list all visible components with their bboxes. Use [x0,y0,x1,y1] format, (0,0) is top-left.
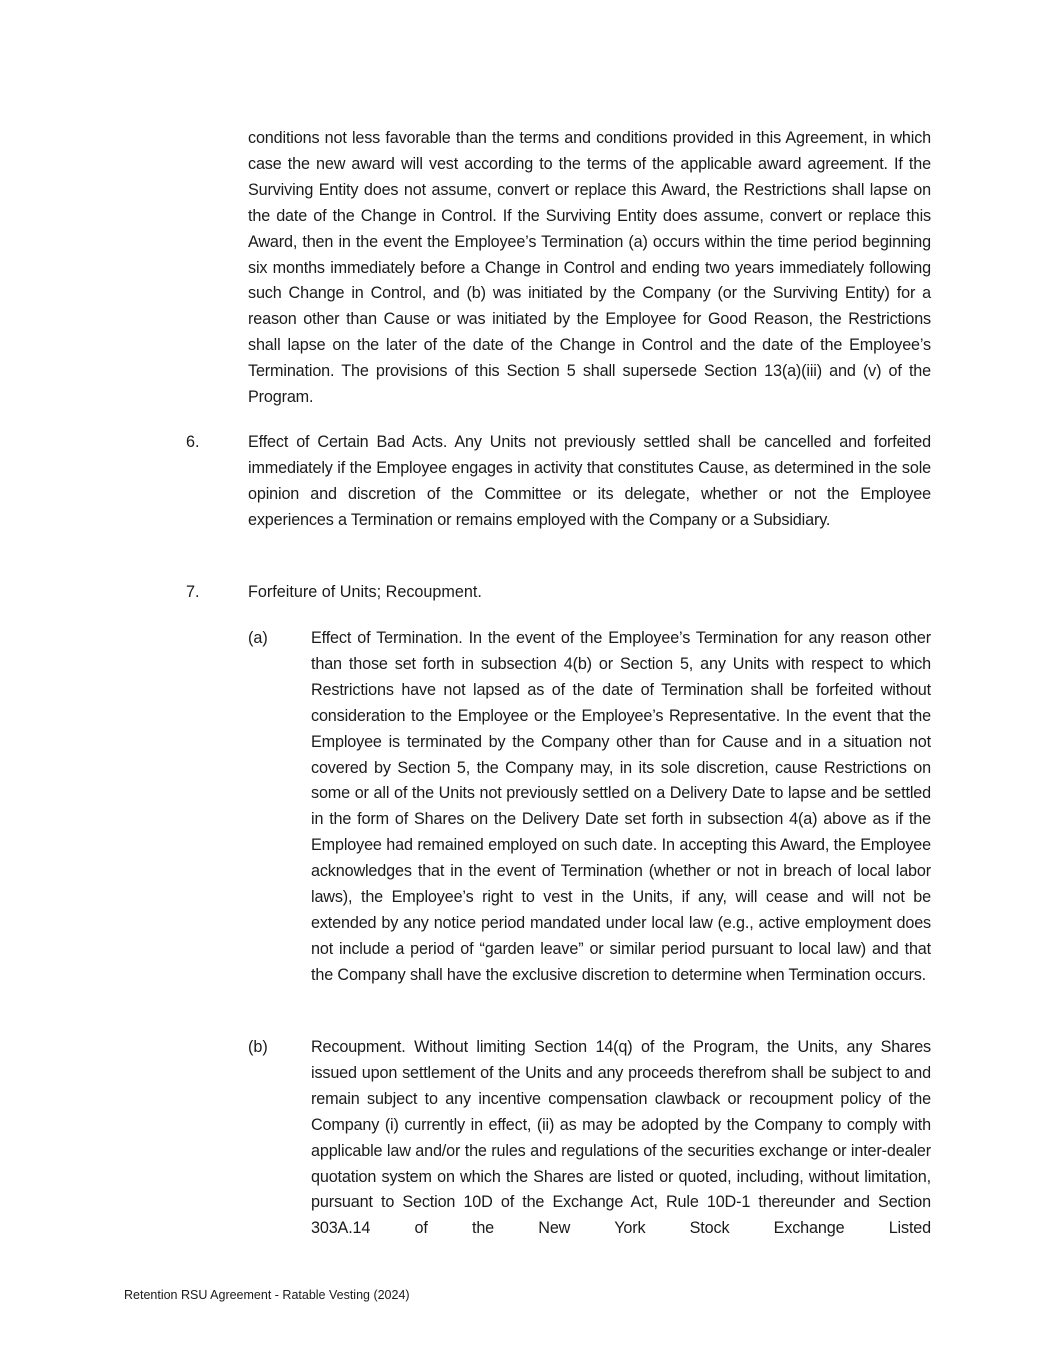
section-7-heading: Forfeiture of Units; Recoupment. [248,583,482,601]
section-6-text: Effect of Certain Bad Acts. Any Units not previously settled shall be cancelled and forfeited immediately if the Employee engages in activity that constitutes Cause, as determined in the sole opinion and discretion of the Committee or its delegate, whether or not the Employee experiences a Termination or remains employed with the Company or a Subsidiary. [248,433,931,529]
subsection-a-text: Effect of Termination. In the event of the Employee’s Termination for any reason other than those set forth in subsection 4(b) or Section 5, any Units with respect to which Restrictions have not lapsed as of the date of Termination shall be forfeited without consideration to the Employee or the Employee’s Representative. In the event that the Employee is terminated by the Company other than for Cause and in a situation not covered by Section 5, the Company may, in its sole discretion, cause Restrictions on some or all of the Units not previously settled on a Delivery Date to lapse and be settled in the form of Shares on the Delivery Date set forth in subsection 4(a) above as if the Employee had remained employed on such date. In accepting this Award, the Employee acknowledges that in the event of Termination (whether or not in breach of local labor laws), the Employee’s right to vest in the Units, if any, will cease and will not be extended by any notice period mandated under local law (e.g., active employment does not include a period of “garden leave” or similar period pursuant to local law) and that the Company shall have the exclusive discretion to determine when Termination occurs. [311,629,931,984]
section-6-number: 6. [186,433,200,451]
page-footer: Retention RSU Agreement - Ratable Vesting (2024) [124,1288,410,1302]
subsection-b-label: (b) [248,1038,268,1056]
section-7-number: 7. [186,583,200,601]
continuation-paragraph: conditions not less favorable than the terms and conditions provided in this Agreement, in which case the new award will vest according to the terms of the applicable award agreement. If the Surviving Entity does not assume, convert or replace this Award, the Restrictions shall lapse on the date of the Change in Control. If the Surviving Entity does assume, convert or replace this Award, then in the event the Employee’s Termination (a) occurs within the time period beginning six months immediately before a Change in Control and ending two years immediately following such Change in Control, and (b) was initiated by the Company (or the Surviving Entity) for a reason other than Cause or was initiated by the Employee for Good Reason, the Restrictions shall lapse on the later of the date of the Change in Control and the date of the Employee’s Termination. The provisions of this Section 5 shall supersede Section 13(a)(iii) and (v) of the Program. [248,129,931,407]
subsection-b-text: Recoupment. Without limiting Section 14(q) of the Program, the Units, any Shares issued upon settlement of the Units and any proceeds therefrom shall be subject to and remain subject to any incentive compensation clawback or recoupment policy of the Company (i) currently in effect, (ii) as may be adopted by the Company to comply with applicable law and/or the rules and regulations of the securities exchange or inter-dealer quotation system on which the Shares are listed or quoted, including, without limitation, pursuant to Section 10D of the Exchange Act, Rule 10D-1 thereunder and Section 303A.14 of the New York Stock Exchange Listed [311,1038,931,1238]
subsection-a-label: (a) [248,629,268,647]
